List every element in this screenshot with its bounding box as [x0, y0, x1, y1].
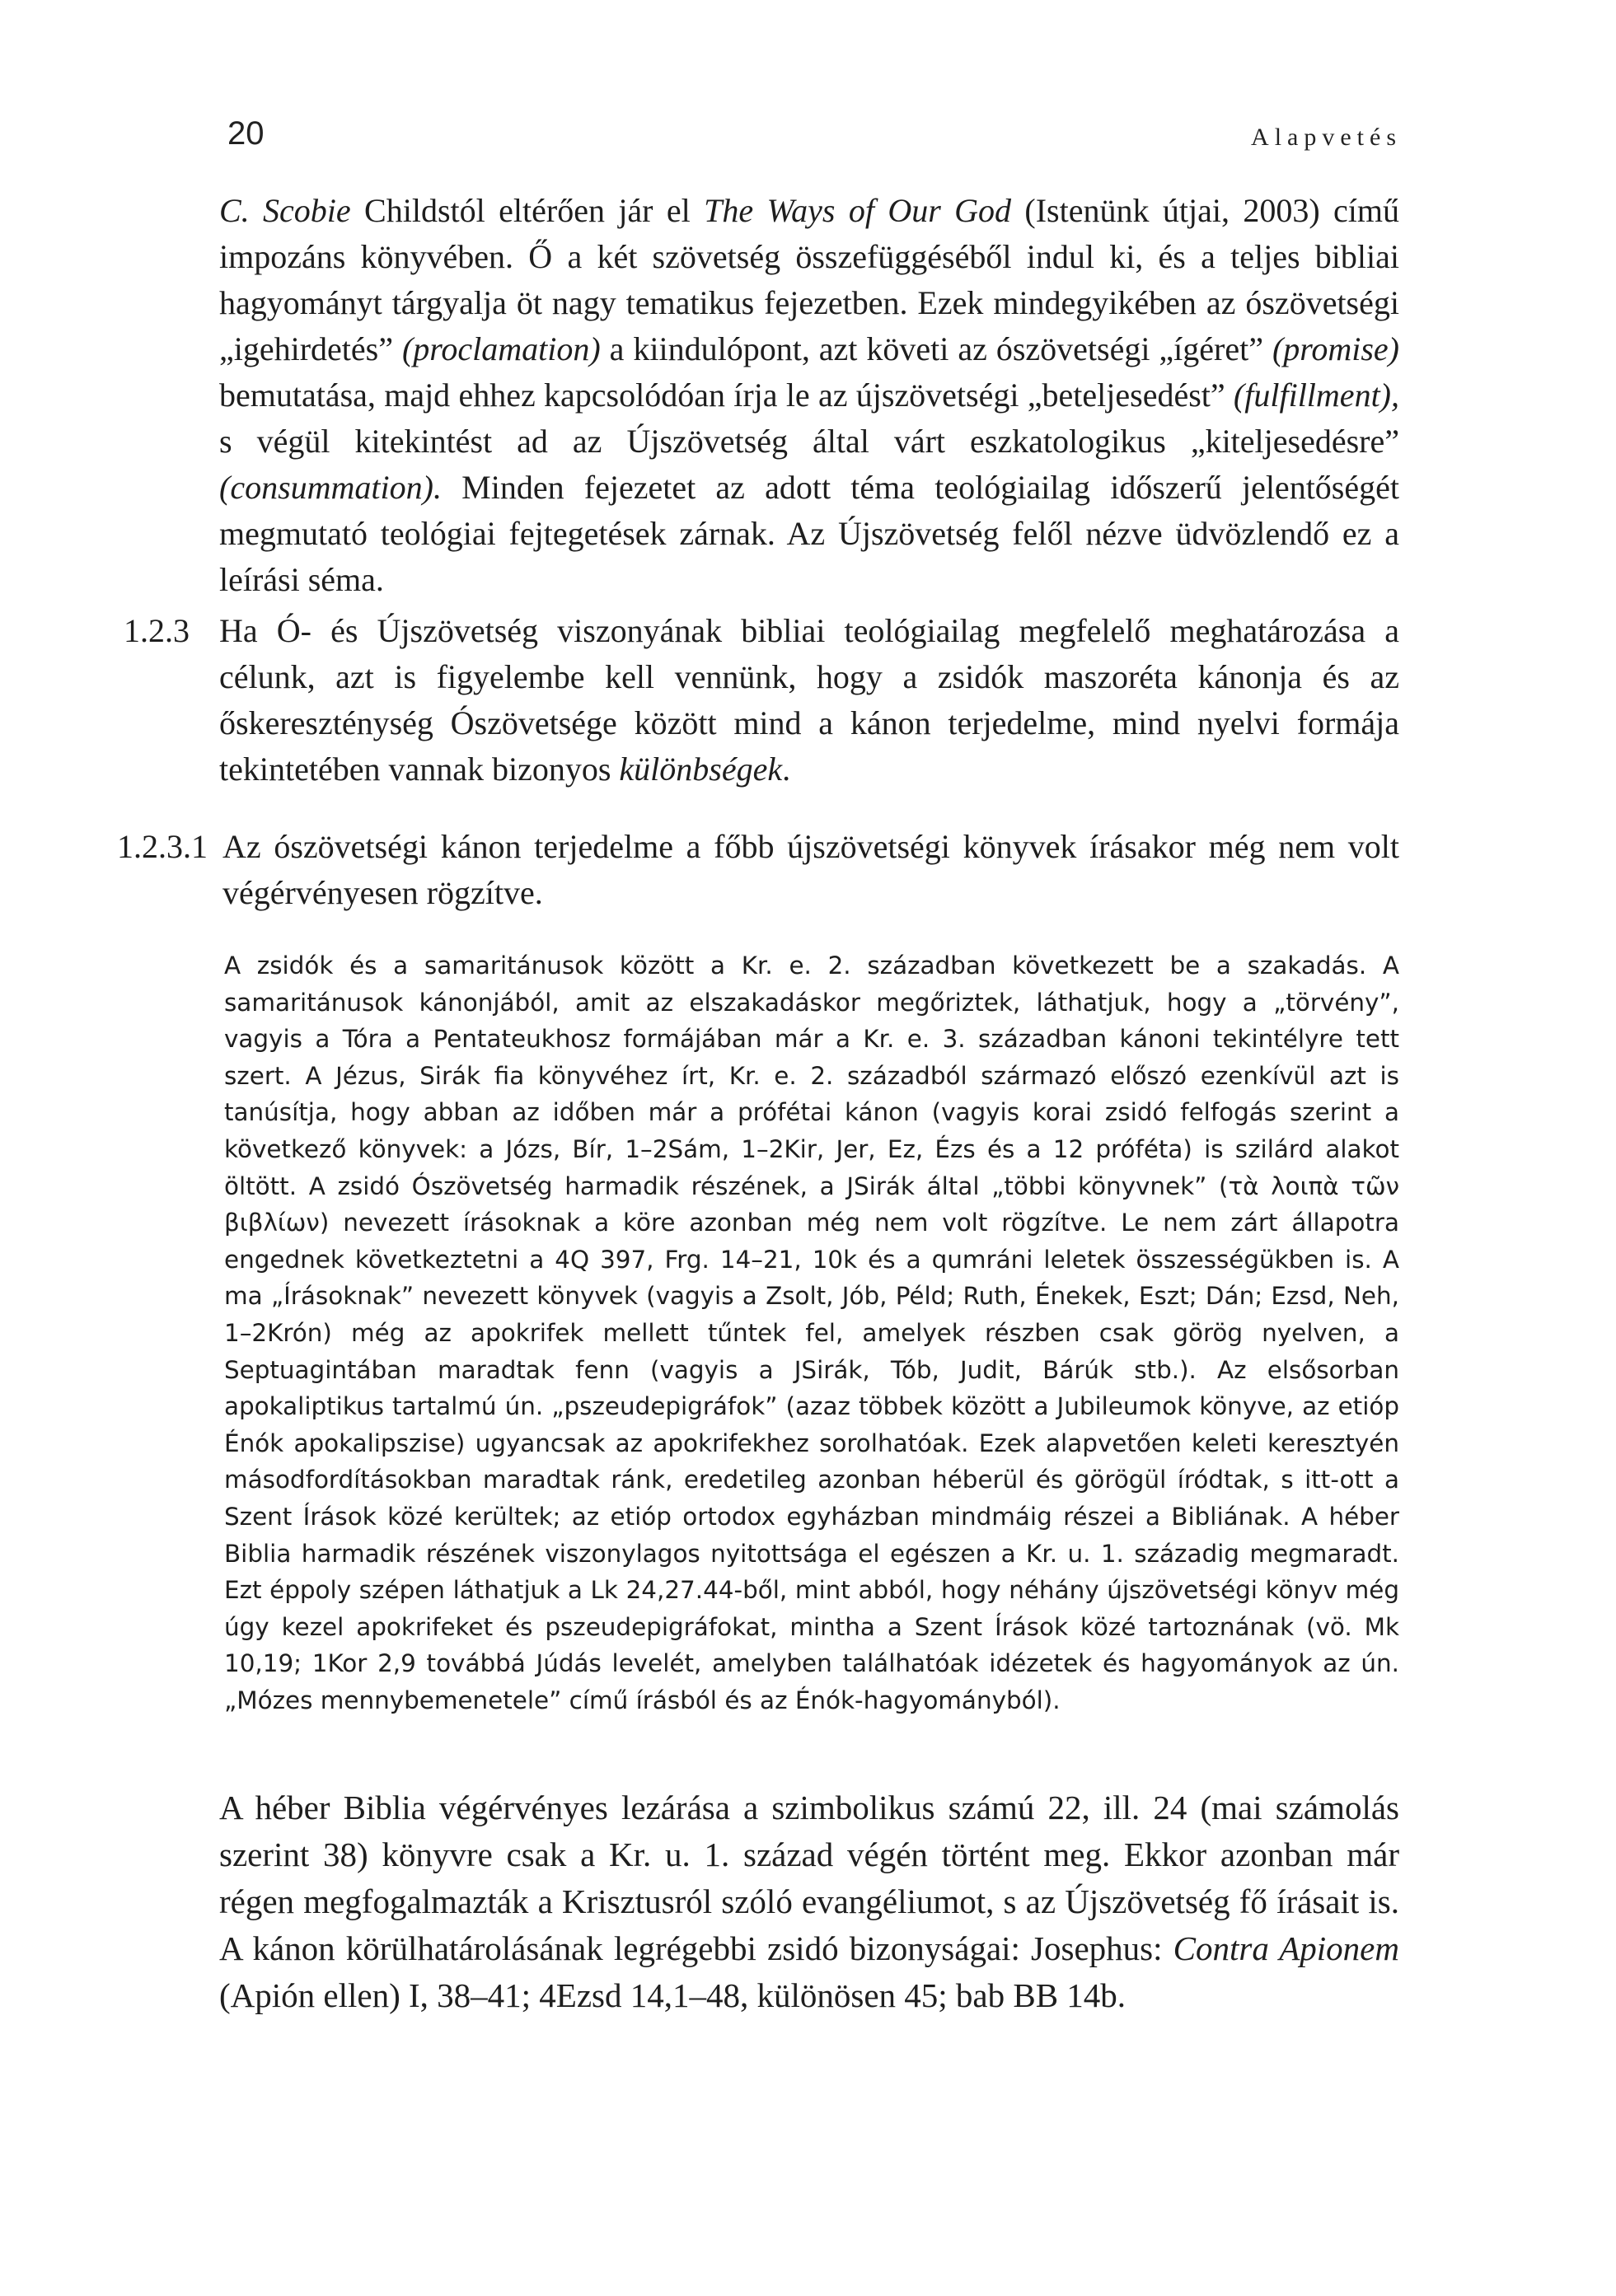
section-text-body: Ha Ó- és Újszövetség viszonyának bibliai teológiailag megfelelő meghatározása a célunk, azt is figyelembe kell vennünk, hogy a zsidók maszoréta kánonja és az őskereszténység Ószövetsége között mind a kánon terjedelme, mind nyelvi formája tekintetében vannak bizonyos — [219, 612, 1399, 788]
intro-paragraph — [219, 188, 1399, 603]
closing-text: A héber Biblia végérvényes lezárása a szimbolikus számú 22, ill. 24 (mai számolás szerint 38) könyvre csak a Kr. u. 1. század végén történt meg. Ekkor azonban már régen megfogalmazták a Krisztusról szóló evangéliumot, s az Újszövetség fő írásait is. A kánon körülhatárolásának legrégebbi zsidó bizonyságai: Josephus: — [219, 1789, 1399, 1967]
section-1-2-3 — [124, 608, 1399, 797]
section-text-end: . — [782, 751, 791, 788]
intro-text: Childstól eltérően jár el — [350, 192, 705, 229]
running-header: Alapvetés — [1251, 124, 1402, 151]
term-consummation: (consummation). — [219, 469, 442, 506]
term-proclamation: (proclamation) — [401, 330, 601, 367]
section-text — [219, 608, 1399, 793]
section-number: 1.2.3 — [124, 612, 190, 649]
closing-text: (Apión ellen) I, 38–41; 4Ezsd 14,1–48, különösen 45; bab BB 14b. — [219, 1976, 1127, 2014]
section-text: Az ószövetségi kánon terjedelme a főbb újszövetségi könyvek írásakor még nem volt végérvényesen rögzítve. — [222, 828, 1399, 911]
intro-text: bemutatása, majd ehhez kapcsolódóan írja le az újszövetségi „beteljesedést” — [219, 376, 1234, 414]
author-name: C. Scobie — [219, 192, 351, 229]
intro-text: (Istenünk útjai, 2003) című impozáns könyvében. Ő a két szövetség összefüggéséből indul ki, és a teljes bibliai hagyományt tárgyalja öt nagy tematikus fejezetben. Ezek mindegyikében az ószövetségi „igehirdetés” — [219, 192, 1400, 367]
term-fulfillment: (fulfillment), — [1233, 376, 1399, 414]
small-print-note: A zsidók és a samaritánusok között a Kr. e. 2. században következett be a szakadás. A samaritánusok kánonjából, amit az elszakadáskor megőriztek, láthatjuk, hogy a „törvény”, vagyis a Tóra a Pentateukhosz formájában már a Kr. e. 3. században kánoni tekintélyre tett szert. A Jézus, Sirák fia könyvéhez írt, Kr. e. 2. századból származó előszó ezenkívül azt is tanúsítja, hogy abban az időben már a prófétai kánon (vagyis korai zsidó felfogás szerint a következő könyvek: a Józs, Bír, 1–2Sám, 1–2Kir, Jer, Ez, Ézs és a 12 próféta) is szilárd alakot öltött. A zsidó Ószövetség harmadik részének, a JSirák által „többi könyvnek” (τὰ λοιπὰ τῶν βιβλίων) nevezett írásoknak a köre azonban még nem volt rögzítve. Le nem zárt állapotra engednek következtetni a 4Q 397, Frg. 14–21, 10k és a qumráni leletek összességükben is. A ma „Írásoknak” nevezett könyvek (vagyis a Zsolt, Jób, Péld; Ruth, Énekek, Eszt; Dán; Ezsd, Neh, 1–2Krón) még az apokrifek mellett tűntek fel, amelyek részben csak görög nyelven, a Septuagintában maradtak fenn (vagyis a JSirák, Tób, Judit, Bárúk stb.). Az elsősorban apokaliptikus tartalmú ún. „pszeudepigráfok” (azaz többek között a Jubileumok könyve, az etióp Énók apokalipszise) ugyancsak az apokrifekhez sorolhatóak. Ezek alapvetően keleti keresztyén másodfordításokban maradtak ránk, eredetileg azonban héberül és görögül íródtak, s itt-ott a Szent Írások közé kerültek; az etióp ortodox egyházban mindmáig részei a Bibliának. A héber Biblia harmadik részének viszonylagos nyitottsága el egészen a Kr. u. 1. századig megmaradt. Ezt éppoly szépen láthatjuk a Lk 24,27.44-ből, mint abból, hogy néhány újszövetségi könyv még úgy kezel apokrifeket és pszeudepigráfokat, mintha a Szent Írások közé tartoznának (vö. Mk 10,19; 1Kor 2,9 továbbá Júdás levelét, amelyben találhatóak idézetek és hagyományok az ún. „Mózes mennybemenetele” című írásból és az Énók-hagyományból). — [224, 952, 1399, 1714]
section-number: 1.2.3.1 — [117, 828, 208, 865]
closing-paragraph — [219, 1784, 1399, 2019]
page-number: 20 — [227, 115, 265, 152]
intro-text: s végül kitekintést ad az Újszövetség által várt eszkatologikus „kiteljesedésre” — [219, 423, 1399, 460]
work-title: Contra Apionem — [1173, 1929, 1399, 1967]
book-title: The Ways of Our God — [704, 192, 1012, 229]
section-1-2-3-1 — [117, 824, 1399, 923]
intro-text: a kiindulópont, azt követi az ószövetségi „ígéret” — [600, 330, 1272, 367]
term-promise: (promise) — [1272, 330, 1399, 367]
emphasis: különbségek — [619, 751, 783, 788]
intro-text: Minden fejezetet az adott téma teológiailag időszerű jelentőségét megmutató teológiai fejtegetések zárnak. Az Újszövetség felől nézve üdvözlendő ez a leírási séma. — [219, 469, 1399, 598]
